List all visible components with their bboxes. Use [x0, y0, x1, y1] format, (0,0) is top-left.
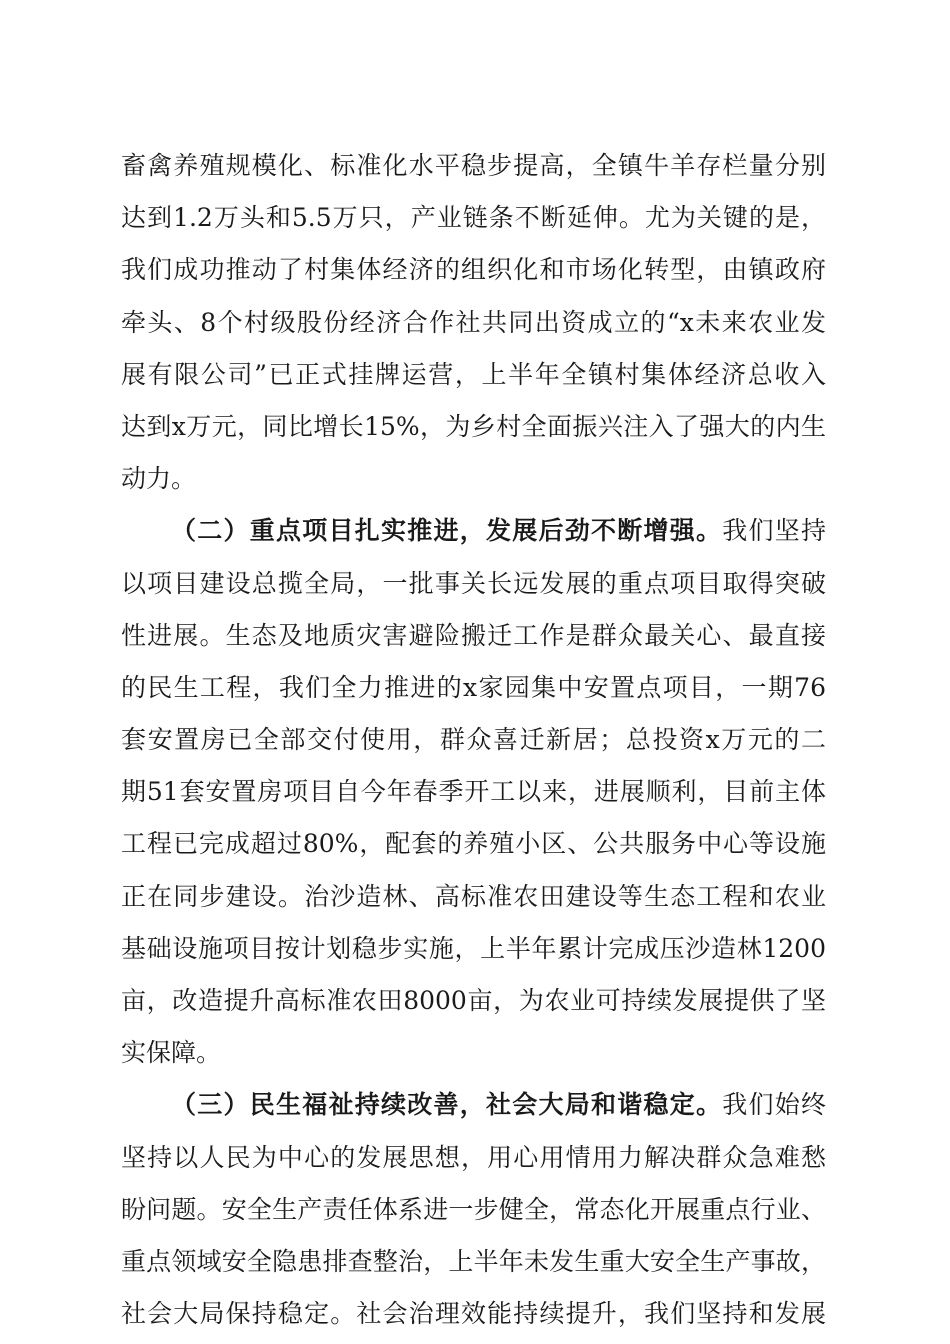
text-line: 正在同步建设。治沙造林、高标准农田建设等生态工程和农业	[121, 881, 826, 911]
text-line: 牵头、8个村级股份经济合作社共同出资成立的“x未来农业发	[121, 307, 826, 337]
text-line: 重点领域安全隐患排查整治，上半年未发生重大安全生产事故，	[121, 1246, 826, 1276]
text-line: 坚持以人民为中心的发展思想，用心用情用力解决群众急难愁	[121, 1142, 826, 1172]
text-line: 我们成功推动了村集体经济的组织化和市场化转型，由镇政府	[121, 255, 826, 285]
paragraph-livelihood	[121, 1079, 826, 1340]
text-line: 以项目建设总揽全局，一批事关长远发展的重点项目取得突破	[121, 568, 826, 598]
text-line: 套安置房已全部交付使用，群众喜迁新居；总投资x万元的二	[121, 725, 826, 755]
text-line: 畜禽养殖规模化、标准化水平稳步提高，全镇牛羊存栏量分别	[121, 151, 826, 180]
text-line: 动力。	[121, 464, 197, 494]
text-line: 达到1.2万头和5.5万只，产业链条不断延伸。尤为关键的是，	[121, 203, 826, 233]
section-heading: （二）重点项目扎实推进，发展后劲不断增强。	[171, 516, 723, 546]
text-line: 达到x万元，同比增长15%，为乡村全面振兴注入了强大的内生	[121, 411, 826, 441]
text-line: 基础设施项目按计划稳步实施，上半年累计完成压沙造林1200	[121, 933, 826, 963]
text-line: 社会大局保持稳定。社会治理效能持续提升，我们坚持和发展	[121, 1299, 826, 1329]
text-line: 亩，改造提升高标准农田8000亩，为农业可持续发展提供了坚	[121, 986, 826, 1015]
text-line: 性进展。生态及地质灾害避险搬迁工作是群众最关心、最直接	[121, 620, 826, 650]
text-line: 工程已完成超过80%，配套的养殖小区、公共服务中心等设施	[121, 829, 826, 859]
text-run: 我们坚持	[722, 516, 826, 546]
document-body	[121, 140, 826, 1340]
paragraph-agriculture-continuation	[121, 140, 826, 505]
paragraph-first-line	[121, 1079, 826, 1131]
text-line: 盼问题。安全生产责任体系进一步健全，常态化开展重点行业、	[121, 1194, 826, 1224]
text-line: 实保障。	[121, 1038, 222, 1068]
text-line: 期51套安置房项目自今年春季开工以来，进展顺利，目前主体	[121, 777, 826, 807]
text-line: 展有限公司”已正式挂牌运营，上半年全镇村集体经济总收入	[121, 359, 826, 389]
paragraph-first-line	[121, 505, 826, 557]
text-line: 的民生工程，我们全力推进的x家园集中安置点项目，一期76	[121, 672, 826, 702]
section-heading: （三）民生福祉持续改善，社会大局和谐稳定。	[171, 1090, 723, 1120]
text-run: 我们始终	[722, 1090, 826, 1120]
paragraph-key-projects	[121, 505, 826, 1079]
